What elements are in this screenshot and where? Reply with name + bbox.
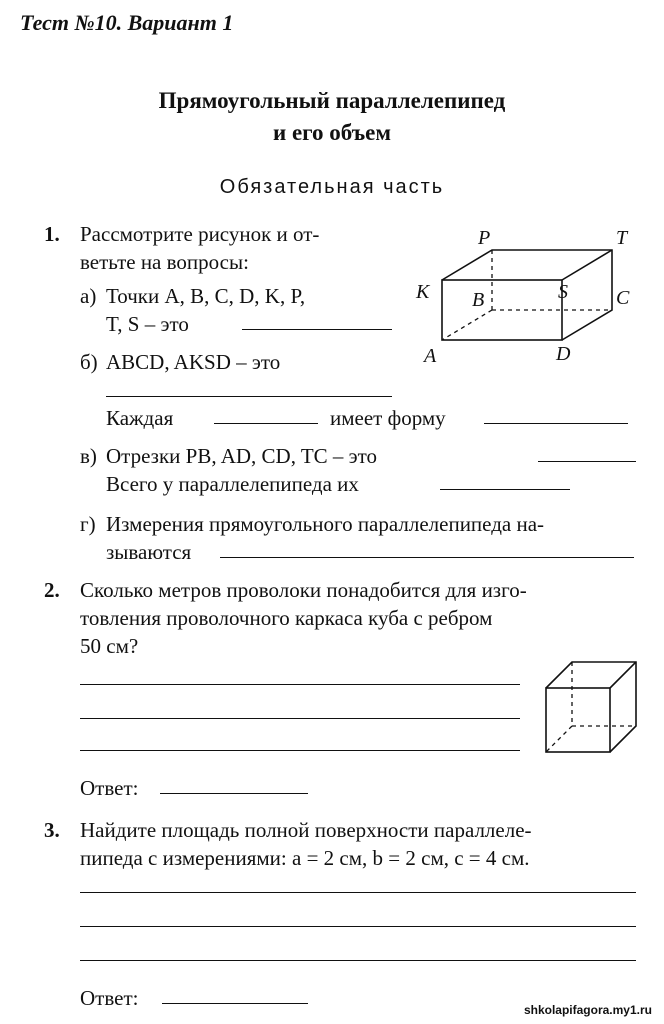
q1b-text: ABCD, AKSD – это (106, 350, 281, 374)
figure-label-b: B (472, 289, 485, 311)
figure-label-k: K (416, 281, 430, 303)
q3-line2: пипеда с измерениями: a = 2 см, b = 2 см, c = 4 см. (80, 846, 530, 870)
figure-hidden-edge-ba (442, 310, 492, 340)
figure-label-t: T (616, 227, 628, 249)
q2-work-line[interactable] (80, 750, 520, 751)
q2-line3: 50 см? (80, 634, 139, 658)
q1-intro-line2: ветьте на вопросы: (80, 250, 249, 274)
cube-hidden-edge (546, 726, 572, 752)
q2-line1: Сколько метров проволоки понадобится для изго- (80, 578, 527, 602)
q1v-label: в) (80, 444, 97, 468)
q1b-each-blank[interactable] (214, 423, 318, 424)
q3-answer-blank[interactable] (162, 1003, 308, 1004)
q1v-count-blank[interactable] (440, 489, 570, 490)
q2-answer-blank[interactable] (160, 793, 308, 794)
q1v-answer-blank[interactable] (538, 461, 636, 462)
q3-work-line[interactable] (80, 892, 636, 893)
section-heading: Обязательная часть (219, 176, 445, 198)
q1b-label: б) (80, 350, 98, 374)
page-title-line2: и его объем (272, 120, 392, 145)
cube-figure (540, 656, 640, 756)
q2-line2: товления проволочного каркаса куба с ребром (80, 606, 493, 630)
q1-number: 1. (44, 222, 60, 246)
watermark: shkolapifagora.my1.ru (523, 1003, 652, 1017)
figure-label-a: A (424, 345, 437, 367)
figure-edge-st (562, 250, 612, 280)
q2-work-line[interactable] (80, 718, 520, 719)
parallelepiped-figure (408, 222, 638, 370)
q1g-label: г) (80, 512, 96, 536)
figure-label-d: D (556, 343, 571, 365)
q1a-label: а) (80, 284, 97, 308)
q1g-line2: зываются (106, 540, 192, 564)
q1g-answer-blank[interactable] (220, 557, 634, 558)
q1b-answer-blank[interactable] (106, 396, 392, 397)
test-label: Тест №10. Вариант 1 (20, 10, 234, 35)
q1v-text: Отрезки PB, AD, CD, TC – это (106, 444, 378, 468)
q3-work-line[interactable] (80, 926, 636, 927)
q2-work-line[interactable] (80, 684, 520, 685)
q1v-line2: Всего у параллелепипеда их (106, 472, 359, 496)
figure-edges-back (442, 250, 612, 340)
q3-work-line[interactable] (80, 960, 636, 961)
figure-label-c: C (616, 287, 630, 309)
q1g-line1: Измерения прямоугольного параллелепипеда на- (106, 512, 545, 536)
q3-answer-label: Ответ: (80, 986, 139, 1010)
q2-answer-label: Ответ: (80, 776, 139, 800)
figure-label-s: S (558, 281, 568, 303)
q1a-answer-blank[interactable] (242, 329, 392, 330)
cube-edge-top-right (610, 662, 636, 688)
q1b-shape-blank[interactable] (484, 423, 628, 424)
q3-line1: Найдите площадь полной поверхности параллеле- (80, 818, 532, 842)
figure-label-p: P (478, 227, 491, 249)
q2-number: 2. (44, 578, 60, 602)
page-title-line1: Прямоугольный параллелепипед (158, 88, 506, 113)
cube-front-face (546, 688, 610, 752)
q1a-line2: T, S – это (106, 312, 189, 336)
q3-number: 3. (44, 818, 60, 842)
q1-intro-line1: Рассмотрите рисунок и от- (80, 222, 320, 246)
q1b-each-prefix: Каждая (106, 406, 174, 430)
q1a-line1: Точки A, B, C, D, K, P, (106, 284, 306, 308)
q1b-each-middle: имеет форму (330, 406, 446, 430)
